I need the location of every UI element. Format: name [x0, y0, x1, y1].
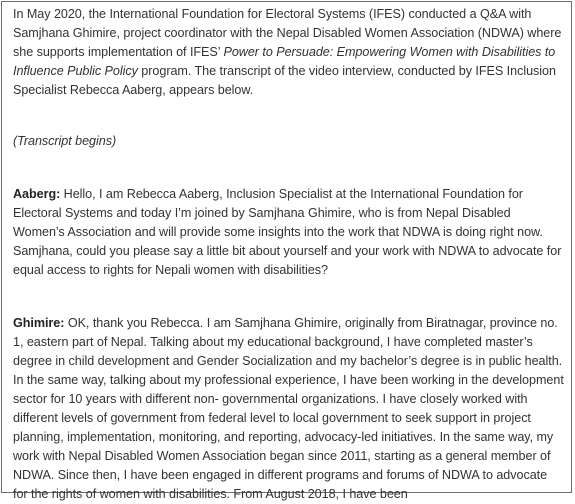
transcript-document	[2, 2, 571, 504]
dialogue-paragraph-ghimire	[13, 314, 565, 504]
transcript-begins-marker: (Transcript begins)	[13, 134, 117, 148]
document-frame	[1, 1, 572, 501]
spacer	[13, 280, 565, 314]
program-title: Power to Persuade: Empowering Women with Disabilities to Influence Public Policy	[13, 45, 556, 78]
intro-text-part1: In May 2020, the International Foundation for Electoral Systems (IFES) conducted a Q&A with Samjhana Ghimire, project coordinator with the Nepal Disabled Women Association (NDWA) where she supports implementation of IFES’	[13, 7, 562, 59]
intro-paragraph	[13, 5, 565, 100]
speaker-label: Aaberg:	[13, 187, 61, 201]
intro-text-part2: program. The transcript of the video interview, conducted by IFES Inclusion Specialist Rebecca Aaberg, appears below.	[13, 64, 556, 97]
spacer	[13, 151, 565, 185]
dialogue-text: Hello, I am Rebecca Aaberg, Inclusion Specialist at the International Foundation for Electoral Systems and today I’m joined by Samjhana Ghimire, who is from Nepal Disabled Women’s Association and will provide some insights into the work that NDWA is doing right now. Samjhana, could you please say a little bit about yourself and your work with NDWA to advocate for equal access to rights for Nepali women with disabilities?	[13, 187, 562, 277]
dialogue-text: OK, thank you Rebecca. I am Samjhana Ghimire, originally from Biratnagar, province no. 1, eastern part of Nepal. Talking about my educational background, I have completed master’s degree in child development and Gender Socialization and my bachelor’s degree is in public health. In the same way, talking about my professional experience, I have been working in the development sector for 10 years with different non- governmental organizations. I have closely worked with different levels of government from federal level to local government to seek support in project planning, implementation, monitoring, and reporting, advocacy-led initiatives. In the same way, my work with Nepal Disabled Women Association began since 2011, starting as a general member of NDWA. Since then, I have been engaged in different programs and forums of NDWA to advocate for the rights of women with disabilities. From August 2018, I have been	[13, 316, 564, 501]
dialogue-paragraph-aaberg	[13, 185, 565, 280]
speaker-label: Ghimire:	[13, 316, 65, 330]
spacer	[13, 100, 565, 132]
